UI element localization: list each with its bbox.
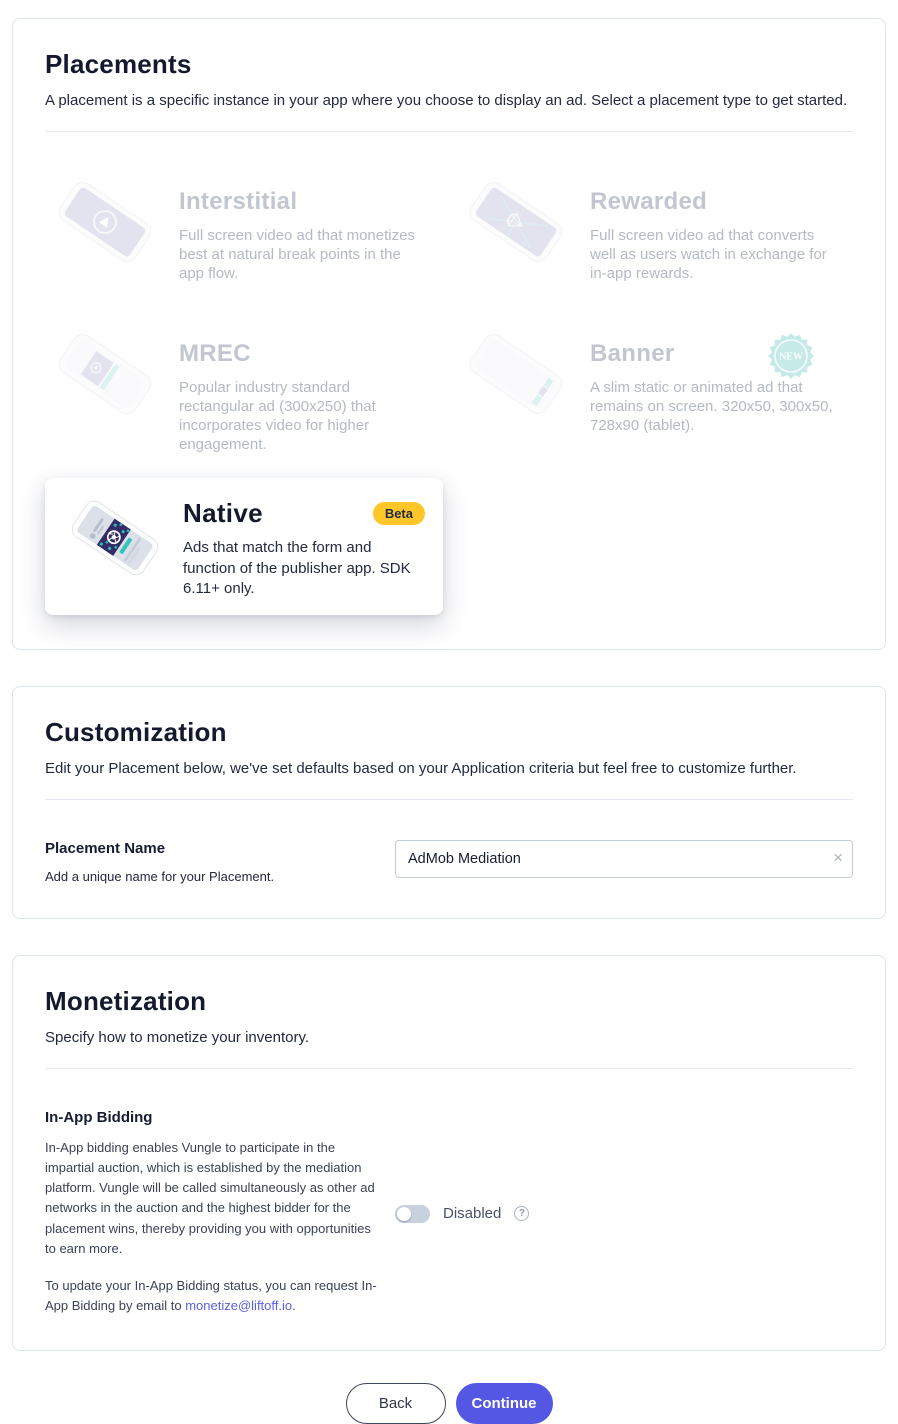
placement-name-row (45, 840, 853, 884)
placement-type-title: Banner (590, 339, 675, 367)
help-icon[interactable]: ? (514, 1206, 529, 1221)
new-badge-icon (767, 332, 815, 380)
native-phone-icon (59, 490, 171, 586)
monetization-section (12, 955, 886, 1351)
placement-type-description: Popular industry standard rectangular ad (300x250) that incorporates video for higher engagement. (179, 378, 376, 454)
customization-subtitle: Edit your Placement below, we've set defaults based on your Application criteria but feel free to customize further. (45, 760, 797, 778)
in-app-bidding-note (45, 1276, 380, 1316)
svg-text:NEW: NEW (779, 351, 803, 363)
in-app-bidding-toggle[interactable] (395, 1205, 430, 1223)
placement-type-description: Ads that match the form and function of the publisher app. SDK 6.11+ only. (183, 539, 411, 597)
placement-type-interstitial[interactable] (45, 174, 442, 284)
interstitial-phone-icon (45, 174, 165, 270)
note-suffix: . (292, 1298, 296, 1314)
in-app-bidding-status: Disabled (443, 1205, 502, 1223)
footer-actions (0, 1383, 898, 1424)
divider (45, 1068, 853, 1069)
placement-type-description: A slim static or animated ad that remains on screen. 320x50, 300x50, 728x90 (tablet). (590, 378, 833, 434)
mrec-phone-icon (45, 326, 165, 422)
in-app-bidding-note-text: To update your In-App Bidding status, you can request In-App Bidding by email to (45, 1277, 377, 1314)
placement-name-label: Placement Name (45, 840, 166, 858)
toggle-knob (397, 1207, 411, 1221)
placement-type-title: MREC (179, 339, 251, 367)
banner-phone-icon (456, 326, 576, 422)
placements-subtitle: A placement is a specific instance in your app where you choose to display an ad. Select a placement type to get started. (45, 92, 848, 109)
in-app-bidding-description: In-App bidding enables Vungle to participate in the impartial auction, which is established by the mediation platform. Vungle will be called simultaneously as other ad networks in the auction and the highest bidder for the placement wins, thereby providing you with opportunities to earn more. (45, 1140, 375, 1256)
in-app-bidding-row (45, 1109, 853, 1316)
monetization-title: Monetization (45, 986, 207, 1017)
placement-name-input[interactable] (395, 840, 853, 878)
divider (45, 799, 853, 800)
in-app-bidding-label: In-App Bidding (45, 1109, 153, 1127)
placement-type-description: Full screen video ad that converts well as users watch in exchange for in-app rewards. (590, 227, 827, 283)
placement-name-help: Add a unique name for your Placement. (45, 869, 275, 885)
customization-title: Customization (45, 717, 227, 748)
monetization-subtitle: Specify how to monetize your inventory. (45, 1029, 310, 1047)
clear-input-icon[interactable]: × (833, 848, 843, 868)
continue-button[interactable]: Continue (456, 1383, 553, 1424)
placement-type-rewarded[interactable] (456, 174, 853, 284)
placement-type-grid (45, 174, 853, 454)
divider (45, 131, 853, 132)
placements-section (12, 18, 886, 650)
customization-section (12, 686, 886, 919)
placement-type-title: Interstitial (179, 188, 298, 215)
placement-type-banner[interactable] (456, 326, 853, 455)
placement-type-mrec[interactable] (45, 326, 442, 455)
placements-title: Placements (45, 49, 192, 79)
placement-type-title: Rewarded (590, 188, 708, 215)
placement-type-title: Native (183, 498, 263, 529)
beta-badge: Beta (373, 502, 425, 525)
placement-type-description: Full screen video ad that monetizes best at natural break points in the app flow. (179, 227, 415, 283)
placement-type-native-selected[interactable] (45, 478, 443, 615)
back-button[interactable]: Back (346, 1383, 446, 1424)
rewarded-phone-icon (456, 174, 576, 270)
monetize-email-link[interactable]: monetize@liftoff.io (185, 1298, 293, 1314)
